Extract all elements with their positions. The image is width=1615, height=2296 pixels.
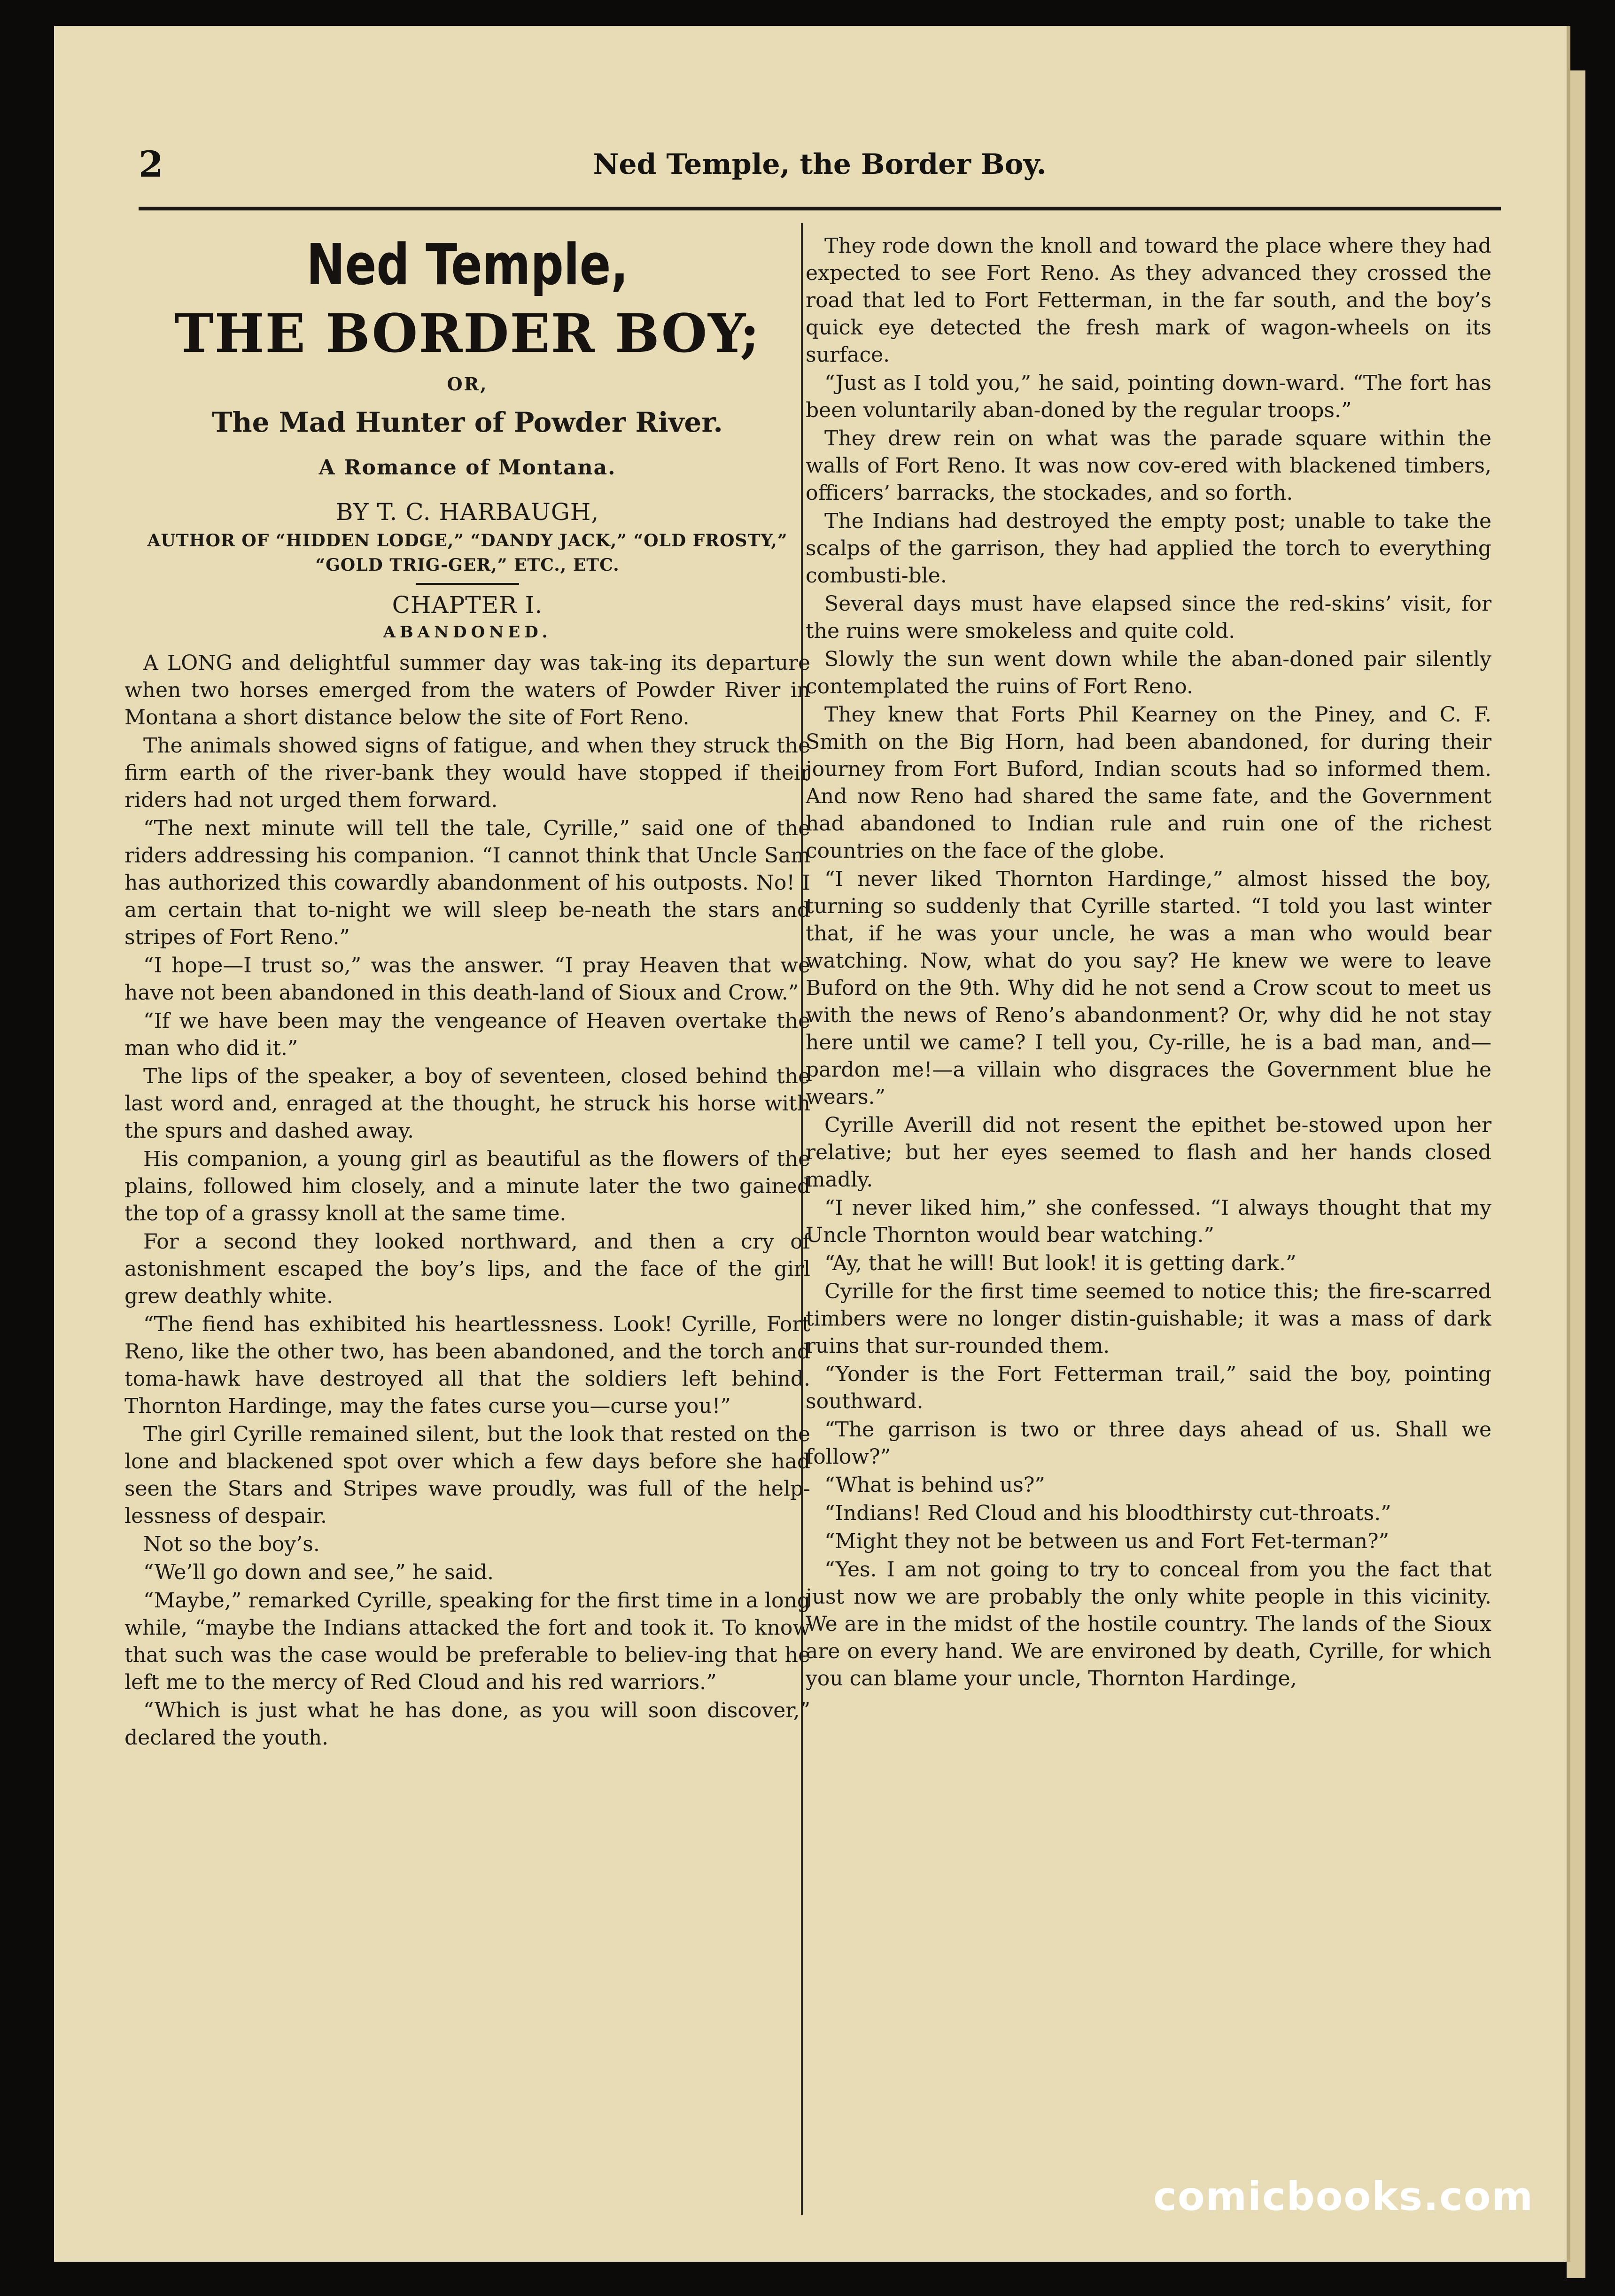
paragraph: The Indians had destroyed the empty post; unable to take the scalps of the garrison, they had applied the torch to everything combusti-ble. xyxy=(806,509,1491,588)
left-column xyxy=(124,233,810,2215)
paragraph: “The garrison is two or three days ahead of us. Shall we follow?” xyxy=(806,1418,1491,1469)
chapter-name: ABANDONED. xyxy=(383,623,552,642)
paragraph: “The fiend has exhibited his heartlessness. Look! Cyrille, Fort Reno, like the other two, has been abandoned, and the torch and toma-hawk have destroyed all that the soldiers left behind. Thornton Hardinge, may the fates curse you—curse you!” xyxy=(124,1312,810,1418)
title-rule xyxy=(416,583,519,585)
paragraph: “The next minute will tell the tale, Cyrille,” said one of the riders addressing his companion. “I cannot think that Uncle Sam has authorized this cowardly abandonment of his outposts. No! I am certain that to-night we will sleep be-neath the stars and stripes of Fort Reno.” xyxy=(124,816,810,949)
paragraph: “Which is just what he has done, as you will soon discover,” declared the youth. xyxy=(124,1699,810,1750)
right-column xyxy=(806,233,1491,2215)
paragraph: “I never liked Thornton Hardinge,” almost hissed the boy, turning so suddenly that Cyrille started. “I told you last winter that, if he was your uncle, he was a man who would bear watching. Now, what do you say? He knew we were to leave Buford on the 9th. Why did he not send a Crow scout to meet us with the news of Reno’s abandonment? Or, why did he not stay here until we came? I tell you, Cy-rille, he is a bad man, and—pardon me!—a villain who disgraces the Government blue he wears.” xyxy=(806,867,1491,1109)
story-title: Ned Temple, xyxy=(306,233,629,298)
watermark: comicbooks.com xyxy=(1153,2173,1534,2219)
paragraph: “If we have been may the vengeance of Heaven overtake the man who did it.” xyxy=(124,1009,810,1060)
running-title: Ned Temple, the Border Boy. xyxy=(593,148,1047,181)
paragraph: Slowly the sun went down while the aban-doned pair silently contemplated the ruins of Fort Reno. xyxy=(806,647,1491,698)
author-credits: AUTHOR OF “HIDDEN LODGE,” “DANDY JACK,” “OLD FROSTY,” “GOLD TRIG-GER,” ETC., ETC. xyxy=(147,531,788,575)
title-conjunction: OR, xyxy=(447,373,488,395)
paragraph: “Might they not be between us and Fort Fet-terman?” xyxy=(824,1529,1390,1553)
byline: BY T. C. HARBAUGH, xyxy=(335,498,599,526)
paragraph: Cyrille Averill did not resent the epithet be-stowed upon her relative; but her eyes seemed to flash and her hands closed madly. xyxy=(806,1113,1491,1192)
paragraph: The girl Cyrille remained silent, but the look that rested on the lone and blackened spot over which a few days before she had seen the Stars and Stripes wave proudly, was full of the help-lessness of despair. xyxy=(124,1422,810,1528)
title-block xyxy=(124,233,810,646)
paragraph: “What is behind us?” xyxy=(824,1473,1045,1497)
paragraph: “Maybe,” remarked Cyrille, speaking for the first time in a long while, “maybe the Indians attacked the fort and took it. To know that such was the case would be preferable to believ-ing that he left me to the mercy of Red Cloud and his red warriors.” xyxy=(124,1589,810,1694)
paragraph: “Yonder is the Fort Fetterman trail,” said the boy, pointing southward. xyxy=(806,1362,1491,1413)
page-header xyxy=(139,134,1501,200)
paragraph: “I never liked him,” she confessed. “I always thought that my Uncle Thornton would bear watching.” xyxy=(806,1196,1491,1247)
paragraph: His companion, a young girl as beautiful as the flowers of the plains, followed him closely, and a minute later the two gained the top of a grassy knoll at the same time. xyxy=(124,1147,810,1226)
paragraph: “Yes. I am not going to try to conceal from you the fact that just now we are probably the only white people in this vicinity. We are in the midst of the hostile country. The lands of the Sioux are on every hand. We are environed by death, Cyrille, for which you can blame your uncle, Thornton Hardinge, xyxy=(806,1558,1491,1691)
paragraph: They rode down the knoll and toward the place where they had expected to see Fort Reno. As they advanced they crossed the road that led to Fort Fetterman, in the far south, and the boy’s quick eye detected the fresh mark of wagon-wheels on its surface. xyxy=(806,234,1491,367)
right-column-text xyxy=(806,233,1491,1692)
paragraph: Not so the boy’s. xyxy=(143,1532,320,1556)
paragraph: “I hope—I trust so,” was the answer. “I pray Heaven that we have not been abandoned in this death-land of Sioux and Crow.” xyxy=(124,954,810,1005)
paragraph: For a second they looked northward, and then a cry of astonishment escaped the boy’s lips, and the face of the girl grew deathly white. xyxy=(124,1230,810,1308)
paragraph: They knew that Forts Phil Kearney on the Piney, and C. F. Smith on the Big Horn, had been abandoned, for during their journey from Fort Buford, Indian scouts had so informed them. And now Reno had shared the same fate, and the Government had abandoned to Indian rule and ruin one of the richest countries on the face of the globe. xyxy=(806,703,1491,863)
paragraph: They drew rein on what was the parade square within the walls of Fort Reno. It was now cov-ered with blackened timbers, officers’ barracks, the stockades, and so forth. xyxy=(806,427,1491,505)
alternate-title: The Mad Hunter of Powder River. xyxy=(212,406,723,438)
paragraph: A LONG and delightful summer day was tak-ing its departure when two horses emerged from the waters of Powder River in Montana a short distance below the site of Fort Reno. xyxy=(124,651,810,729)
chapter-heading: CHAPTER I. xyxy=(392,591,543,619)
paragraph: “Indians! Red Cloud and his bloodthirsty cut-throats.” xyxy=(824,1501,1391,1525)
genre-line: A Romance of Montana. xyxy=(318,456,616,480)
paragraph: The animals showed signs of fatigue, and when they struck the firm earth of the river-bank they would have stopped if their riders had not urged them forward. xyxy=(124,734,810,812)
paragraph: The lips of the speaker, a boy of seventeen, closed behind the last word and, enraged at the thought, he struck his horse with the spurs and dashed away. xyxy=(124,1064,810,1143)
page-number: 2 xyxy=(139,143,163,185)
magazine-page xyxy=(54,26,1570,2262)
header-rule xyxy=(139,207,1501,210)
story-subtitle: THE BORDER BOY; xyxy=(174,303,761,365)
paragraph: Several days must have elapsed since the red-skins’ visit, for the ruins were smokeless and quite cold. xyxy=(806,592,1491,643)
paragraph: Cyrille for the first time seemed to notice this; the fire-scarred timbers were no longer distin-guishable; it was a mass of dark ruins that sur-rounded them. xyxy=(806,1280,1491,1358)
paragraph: “Ay, that he will! But look! it is getting dark.” xyxy=(824,1251,1297,1275)
paragraph: “We’ll go down and see,” he said. xyxy=(143,1560,494,1584)
left-column-text xyxy=(124,650,810,1752)
paragraph: “Just as I told you,” he said, pointing down-ward. “The fort has been voluntarily aban-doned by the regular troops.” xyxy=(806,371,1491,422)
